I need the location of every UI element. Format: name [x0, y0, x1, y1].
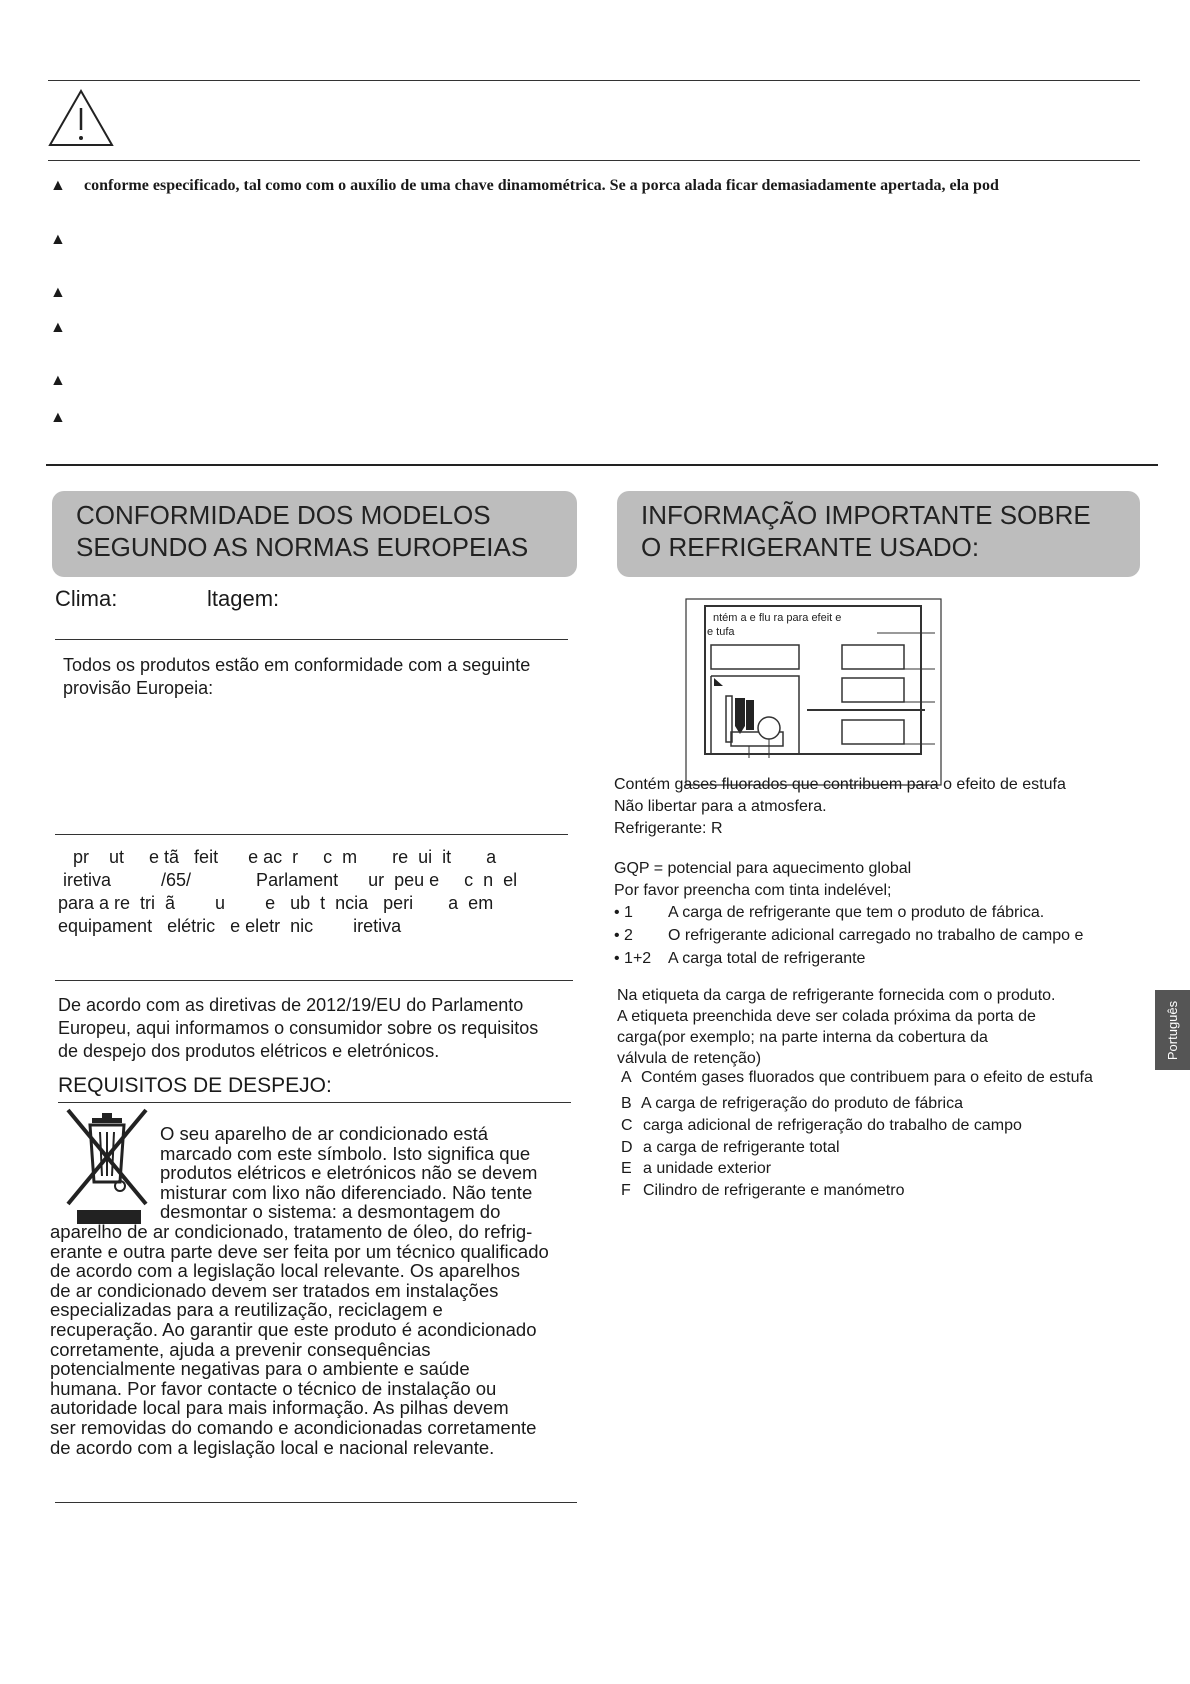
legend-row [621, 1095, 963, 1113]
charge-row [614, 950, 865, 968]
conformity-title-line2: SEGUNDO AS NORMAS EUROPEIAS [76, 532, 529, 562]
legend-row [621, 1117, 1022, 1135]
legend-text: a unidade exterior [643, 1160, 772, 1177]
charge-row [614, 904, 1044, 922]
divider [58, 1102, 571, 1103]
disposal-heading: REQUISITOS DE DESPEJO: [58, 1074, 332, 1097]
legend-text: Cilindro de refrigerante e manómetro [643, 1182, 905, 1199]
charge-text: A carga total de refrigerante [668, 950, 866, 967]
conformity-text: Todos os produtos estão em conformidade com a seguinte provisão Europeia: [63, 655, 531, 698]
legend-row [621, 1160, 771, 1178]
legend-text: Contém gases fluorados que contribuem para o efeito de estufa [641, 1069, 1093, 1086]
warning-bullet: ▲ [50, 409, 66, 426]
label-info-text: Na etiqueta da carga de refrigerante fornecida com o produto. A etiqueta preenchida deve ser colada próxima da porta de carga(por exemplo; na parte interna da cobertura da válvula de retenção) [617, 987, 1056, 1067]
legend-key: C [621, 1117, 633, 1134]
charge-key: • 1+2 [614, 950, 652, 967]
warning-bullet: ▲ [50, 319, 66, 336]
clima-label: Clima: [55, 586, 118, 611]
top-rule [48, 80, 1140, 81]
section-divider [46, 464, 1158, 466]
warning-bullet: ▲ [50, 231, 66, 248]
conformity-title-box [52, 491, 577, 577]
charge-key: • 1 [614, 904, 633, 921]
divider [55, 639, 568, 640]
charge-text: A carga de refrigerante que tem o produto de fábrica. [668, 904, 1045, 921]
divider [55, 834, 568, 835]
legend-key: F [621, 1182, 631, 1199]
language-side-tab [1155, 990, 1190, 1070]
warning-rule [48, 160, 1140, 161]
refrigerant-label-diagram [685, 598, 943, 786]
warning-text: conforme especificado, tal como com o auxílio de uma chave dinamométrica. Se a porca alada ficar demasiadamente apertada, ela pod [84, 177, 999, 194]
gas-text: Contém gases fluorados que contribuem para o efeito de estufa Não libertar para a atmosfera. Refrigerante: R [614, 776, 1066, 837]
legend-text: a carga de refrigerante total [643, 1139, 840, 1156]
language-label: Português [1165, 1000, 1181, 1060]
legend-text: A carga de refrigeração do produto de fábrica [641, 1095, 963, 1112]
charge-text: O refrigerante adicional carregado no trabalho de campo e [668, 927, 1084, 944]
warning-triangle-icon [47, 88, 115, 148]
legend-key: E [621, 1160, 632, 1177]
warning-bullet: ▲ [50, 284, 66, 301]
warning-bullet: ▲ [50, 177, 66, 194]
weee-text: De acordo com as diretivas de 2012/19/EU do Parlamento Europeu, aqui informamos o consumidor sobre os requisitos de despejo dos produtos elétricos e eletrónicos. [58, 995, 539, 1061]
crossed-bin-icon [62, 1104, 152, 1224]
refrigerant-title-line1: INFORMAÇÃO IMPORTANTE SOBRE [641, 500, 1091, 530]
rohs-text: pr ut e tã feit e ac r c m re ui it a iretiva /65/ Parlament ur peu e c n el para a re tri ã u e ub t ncia peri a em equipament elétric e eletr nic iretiva [58, 847, 518, 936]
voltagem-label: ltagem: [207, 586, 280, 611]
legend-key: D [621, 1139, 633, 1156]
label-line2: e tufa [707, 626, 735, 638]
disposal-intro: O seu aparelho de ar condicionado está marcado com este símbolo. Isto significa que produtos elétricos e eletrónicos não se devem misturar com lixo não diferenciado. Não tente desmontar o sistema: a desmontagem do [160, 1123, 538, 1222]
legend-text: carga adicional de refrigeração do trabalho de campo [643, 1117, 1022, 1134]
gwp-text: GQP = potencial para aquecimento global Por favor preencha com tinta indelével; [614, 860, 912, 899]
warning-bullet: ▲ [50, 372, 66, 389]
charge-key: • 2 [614, 927, 633, 944]
refrigerant-title-box [617, 491, 1140, 577]
conformity-title-line1: CONFORMIDADE DOS MODELOS [76, 500, 491, 530]
divider [55, 1502, 577, 1503]
refrigerant-title-line2: O REFRIGERANTE USADO: [641, 532, 980, 562]
legend-key: B [621, 1095, 632, 1112]
divider [55, 980, 573, 981]
legend-key: A [621, 1069, 632, 1086]
disposal-body: aparelho de ar condicionado, tratamento de óleo, do refrig- erante e outra parte deve ser feita por um técnico qualificado de acordo com a legislação local relevante. Os aparelhos de ar condicionado devem ser tratados em instalações especializadas para a reutilização, reciclagem e recuperação. Ao garantir que este produto é acondicionado corretamente, ajuda a prevenir consequências potencialmente negativas para o ambiente e saúde humana. Por favor contacte o técnico de instalação ou autoridade local para mais informação. As pilhas devem ser removidas do comando e acondicionadas corretamente de acordo com a legislação local e nacional relevante. [50, 1221, 549, 1458]
legend-row [621, 1182, 904, 1200]
charge-row [614, 927, 1083, 945]
label-line1: ntém a e flu ra para efeit e [713, 612, 842, 624]
legend-row [621, 1139, 840, 1157]
legend-row [621, 1069, 1093, 1087]
